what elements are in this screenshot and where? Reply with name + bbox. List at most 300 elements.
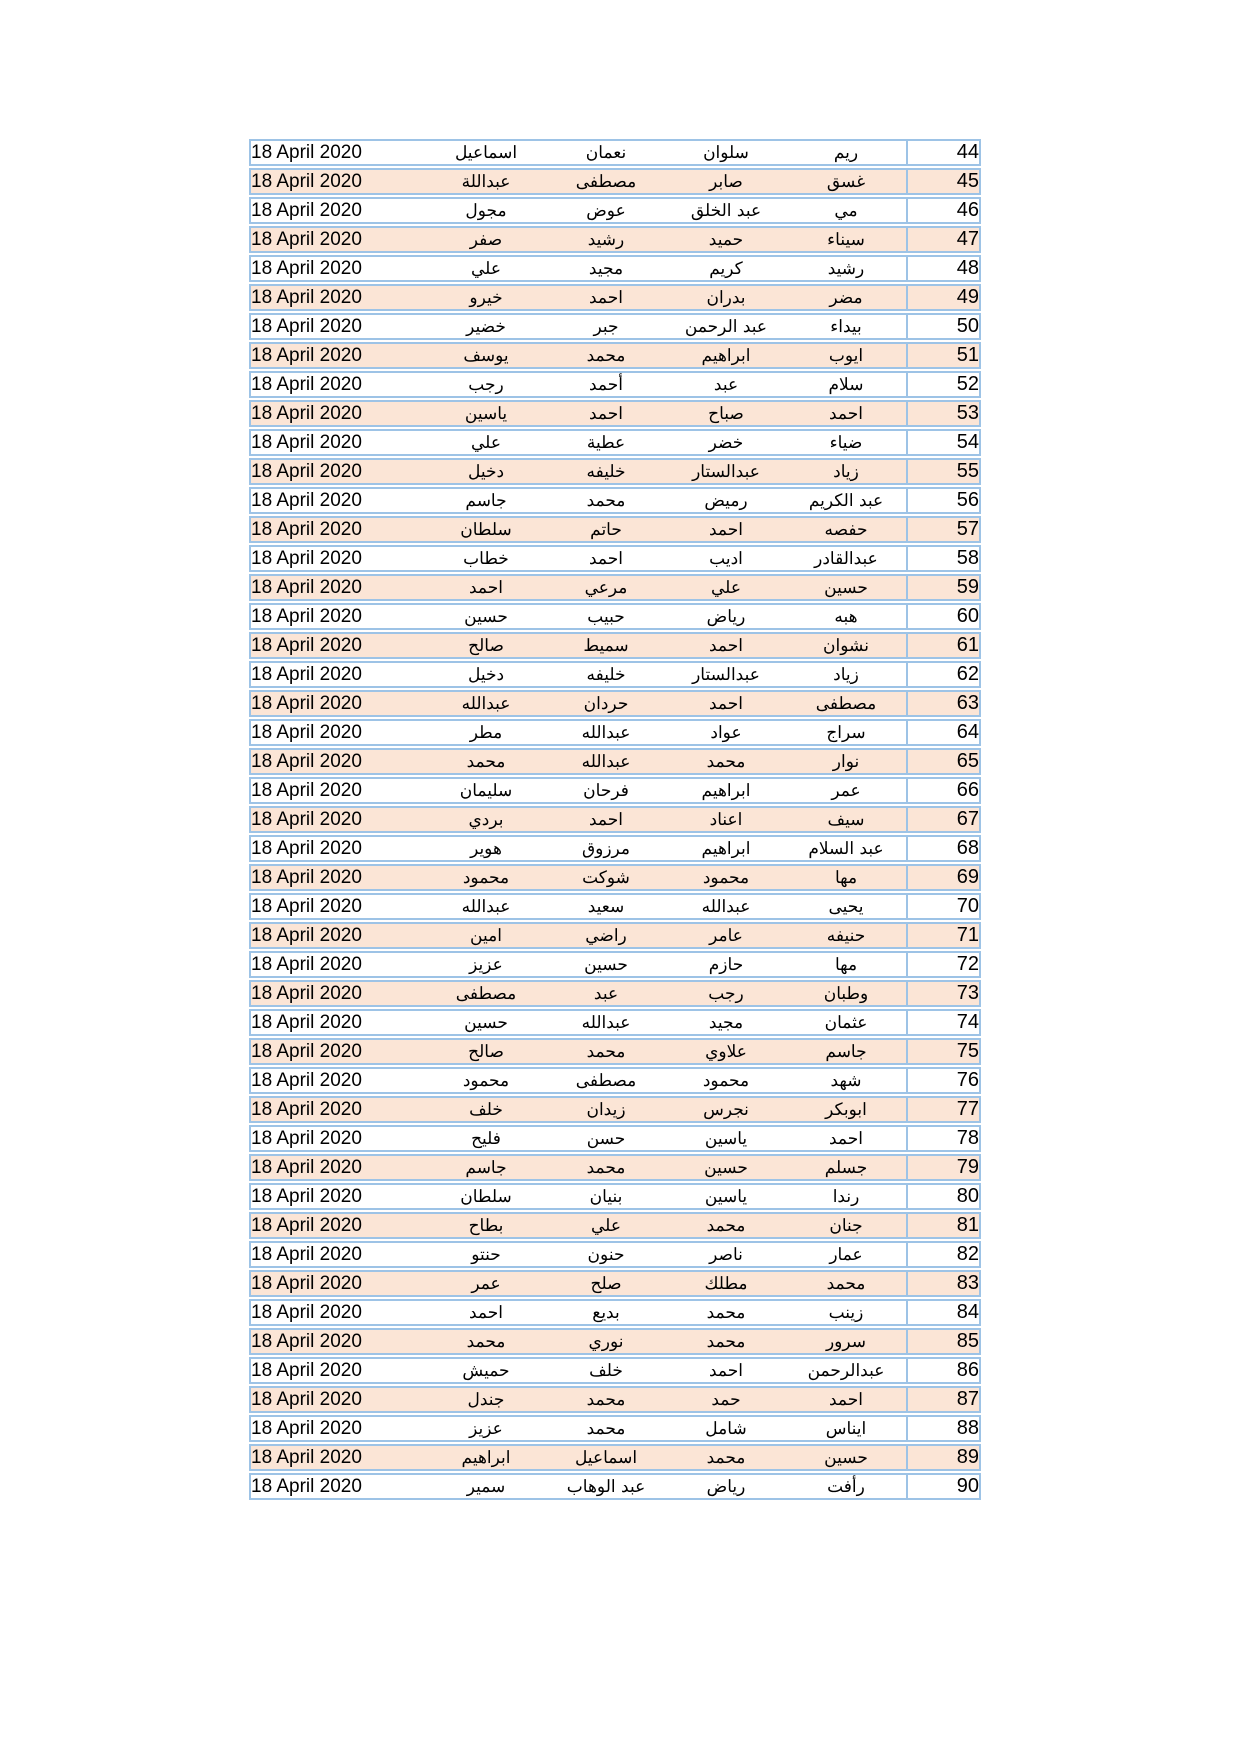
third-name-cell: فرحان [546,777,666,804]
date-cell: 18 April 2020 [249,574,426,601]
date-cell: 18 April 2020 [249,342,426,369]
fourth-name-cell: جاسم [426,1154,546,1181]
table-row [249,835,981,862]
row-number-cell: 58 [906,545,981,572]
table-row [249,1212,981,1239]
fourth-name-cell: مجول [426,197,546,224]
second-name-cell: شامل [666,1415,786,1442]
first-name-cell: هبه [786,603,906,630]
date-cell: 18 April 2020 [249,1473,426,1500]
second-name-cell: ابراهيم [666,342,786,369]
third-name-cell: حبيب [546,603,666,630]
fourth-name-cell: عزيز [426,1415,546,1442]
third-name-cell: مرزوق [546,835,666,862]
fourth-name-cell: سلطان [426,1183,546,1210]
fourth-name-cell: هوير [426,835,546,862]
table-row [249,1096,981,1123]
first-name-cell: حنيفه [786,922,906,949]
table-row [249,1009,981,1036]
fourth-name-cell: فليح [426,1125,546,1152]
third-name-cell: مرعي [546,574,666,601]
first-name-cell: احمد [786,1386,906,1413]
row-number-cell: 71 [906,922,981,949]
row-number-cell: 77 [906,1096,981,1123]
third-name-cell: محمد [546,1415,666,1442]
first-name-cell: سرور [786,1328,906,1355]
second-name-cell: ياسين [666,1183,786,1210]
table-row [249,371,981,398]
fourth-name-cell: سليمان [426,777,546,804]
second-name-cell: عامر [666,922,786,949]
first-name-cell: شهد [786,1067,906,1094]
row-number-cell: 62 [906,661,981,688]
fourth-name-cell: صالح [426,632,546,659]
second-name-cell: محمد [666,1212,786,1239]
third-name-cell: حسن [546,1125,666,1152]
date-cell: 18 April 2020 [249,1386,426,1413]
fourth-name-cell: عمر [426,1270,546,1297]
fourth-name-cell: حميش [426,1357,546,1384]
row-number-cell: 89 [906,1444,981,1471]
date-cell: 18 April 2020 [249,1154,426,1181]
row-number-cell: 86 [906,1357,981,1384]
row-number-cell: 51 [906,342,981,369]
second-name-cell: حسين [666,1154,786,1181]
first-name-cell: نشوان [786,632,906,659]
table-row [249,139,981,166]
row-number-cell: 57 [906,516,981,543]
third-name-cell: نوري [546,1328,666,1355]
row-number-cell: 46 [906,197,981,224]
row-number-cell: 54 [906,429,981,456]
third-name-cell: نعمان [546,139,666,166]
first-name-cell: رندا [786,1183,906,1210]
fourth-name-cell: صالح [426,1038,546,1065]
date-cell: 18 April 2020 [249,255,426,282]
table-row [249,168,981,195]
table-row [249,864,981,891]
row-number-cell: 90 [906,1473,981,1500]
first-name-cell: محمد [786,1270,906,1297]
fourth-name-cell: سمير [426,1473,546,1500]
first-name-cell: ايوب [786,342,906,369]
second-name-cell: احمد [666,1357,786,1384]
date-cell: 18 April 2020 [249,1299,426,1326]
third-name-cell: بديع [546,1299,666,1326]
third-name-cell: عبد الوهاب [546,1473,666,1500]
row-number-cell: 50 [906,313,981,340]
date-cell: 18 April 2020 [249,922,426,949]
table-row [249,197,981,224]
first-name-cell: مها [786,864,906,891]
first-name-cell: احمد [786,1125,906,1152]
date-cell: 18 April 2020 [249,1415,426,1442]
row-number-cell: 81 [906,1212,981,1239]
table-row [249,516,981,543]
third-name-cell: مجيد [546,255,666,282]
fourth-name-cell: عبدالله [426,690,546,717]
second-name-cell: عبد الخلق [666,197,786,224]
third-name-cell: محمد [546,487,666,514]
third-name-cell: عبد [546,980,666,1007]
date-cell: 18 April 2020 [249,632,426,659]
second-name-cell: احمد [666,516,786,543]
second-name-cell: علاوي [666,1038,786,1065]
date-cell: 18 April 2020 [249,1125,426,1152]
second-name-cell: علي [666,574,786,601]
second-name-cell: عواد [666,719,786,746]
fourth-name-cell: عزيز [426,951,546,978]
first-name-cell: ريم [786,139,906,166]
third-name-cell: حردان [546,690,666,717]
fourth-name-cell: احمد [426,574,546,601]
first-name-cell: نوار [786,748,906,775]
third-name-cell: زيدان [546,1096,666,1123]
fourth-name-cell: حسين [426,603,546,630]
second-name-cell: صباح [666,400,786,427]
table-row [249,1270,981,1297]
table-row [249,1038,981,1065]
second-name-cell: بدران [666,284,786,311]
row-number-cell: 87 [906,1386,981,1413]
second-name-cell: محمد [666,748,786,775]
first-name-cell: حفصه [786,516,906,543]
table-row [249,226,981,253]
table-row [249,429,981,456]
row-number-cell: 53 [906,400,981,427]
row-number-cell: 69 [906,864,981,891]
first-name-cell: سلام [786,371,906,398]
first-name-cell: مها [786,951,906,978]
table-row [249,1386,981,1413]
table-row [249,284,981,311]
row-number-cell: 55 [906,458,981,485]
row-number-cell: 67 [906,806,981,833]
second-name-cell: عبد الرحمن [666,313,786,340]
second-name-cell: ناصر [666,1241,786,1268]
fourth-name-cell: ابراهيم [426,1444,546,1471]
first-name-cell: عبدالقادر [786,545,906,572]
date-cell: 18 April 2020 [249,777,426,804]
date-cell: 18 April 2020 [249,197,426,224]
row-number-cell: 84 [906,1299,981,1326]
first-name-cell: جسلم [786,1154,906,1181]
row-number-cell: 75 [906,1038,981,1065]
second-name-cell: محمد [666,1299,786,1326]
fourth-name-cell: دخيل [426,661,546,688]
third-name-cell: محمد [546,342,666,369]
third-name-cell: محمد [546,1386,666,1413]
first-name-cell: جاسم [786,1038,906,1065]
row-number-cell: 61 [906,632,981,659]
third-name-cell: احمد [546,806,666,833]
first-name-cell: رأفت [786,1473,906,1500]
row-number-cell: 45 [906,168,981,195]
table-row [249,458,981,485]
first-name-cell: غسق [786,168,906,195]
date-cell: 18 April 2020 [249,168,426,195]
third-name-cell: خليفه [546,661,666,688]
row-number-cell: 52 [906,371,981,398]
row-number-cell: 76 [906,1067,981,1094]
table-row [249,1241,981,1268]
first-name-cell: مي [786,197,906,224]
table-row [249,1328,981,1355]
second-name-cell: ابراهيم [666,835,786,862]
row-number-cell: 74 [906,1009,981,1036]
table-row [249,255,981,282]
fourth-name-cell: دخيل [426,458,546,485]
second-name-cell: رياض [666,1473,786,1500]
first-name-cell: عمار [786,1241,906,1268]
date-cell: 18 April 2020 [249,951,426,978]
table-row [249,893,981,920]
second-name-cell: عبدالله [666,893,786,920]
date-cell: 18 April 2020 [249,806,426,833]
first-name-cell: مصطفى [786,690,906,717]
fourth-name-cell: حنتو [426,1241,546,1268]
date-cell: 18 April 2020 [249,139,426,166]
third-name-cell: راضي [546,922,666,949]
date-cell: 18 April 2020 [249,226,426,253]
date-cell: 18 April 2020 [249,545,426,572]
first-name-cell: عبدالرحمن [786,1357,906,1384]
table-row [249,690,981,717]
third-name-cell: عبدالله [546,719,666,746]
third-name-cell: محمد [546,1154,666,1181]
row-number-cell: 66 [906,777,981,804]
fourth-name-cell: عبداللة [426,168,546,195]
first-name-cell: ضياء [786,429,906,456]
first-name-cell: عبد السلام [786,835,906,862]
third-name-cell: سعيد [546,893,666,920]
date-cell: 18 April 2020 [249,1212,426,1239]
date-cell: 18 April 2020 [249,371,426,398]
second-name-cell: رجب [666,980,786,1007]
second-name-cell: حمد [666,1386,786,1413]
second-name-cell: حازم [666,951,786,978]
row-number-cell: 78 [906,1125,981,1152]
first-name-cell: وطبان [786,980,906,1007]
first-name-cell: ايناس [786,1415,906,1442]
third-name-cell: عبدالله [546,1009,666,1036]
fourth-name-cell: خضير [426,313,546,340]
fourth-name-cell: عبدالله [426,893,546,920]
first-name-cell: مضر [786,284,906,311]
fourth-name-cell: محمود [426,1067,546,1094]
date-cell: 18 April 2020 [249,1067,426,1094]
third-name-cell: خليفه [546,458,666,485]
date-cell: 18 April 2020 [249,980,426,1007]
second-name-cell: مجيد [666,1009,786,1036]
table-row [249,1183,981,1210]
second-name-cell: حميد [666,226,786,253]
fourth-name-cell: محمد [426,748,546,775]
third-name-cell: احمد [546,284,666,311]
third-name-cell: حاتم [546,516,666,543]
first-name-cell: حسين [786,1444,906,1471]
table-row [249,487,981,514]
first-name-cell: سيف [786,806,906,833]
first-name-cell: احمد [786,400,906,427]
table-row [249,922,981,949]
second-name-cell: عبدالستار [666,661,786,688]
table-row [249,777,981,804]
table-row [249,1067,981,1094]
third-name-cell: احمد [546,545,666,572]
row-number-cell: 68 [906,835,981,862]
second-name-cell: عبد [666,371,786,398]
table-row [249,1125,981,1152]
row-number-cell: 49 [906,284,981,311]
fourth-name-cell: جندل [426,1386,546,1413]
row-number-cell: 72 [906,951,981,978]
second-name-cell: رميض [666,487,786,514]
first-name-cell: بيداء [786,313,906,340]
date-cell: 18 April 2020 [249,1096,426,1123]
fourth-name-cell: محمود [426,864,546,891]
date-cell: 18 April 2020 [249,1328,426,1355]
row-number-cell: 88 [906,1415,981,1442]
date-cell: 18 April 2020 [249,1038,426,1065]
table-row [249,951,981,978]
table-row [249,806,981,833]
second-name-cell: ابراهيم [666,777,786,804]
table-row [249,1415,981,1442]
date-cell: 18 April 2020 [249,313,426,340]
date-cell: 18 April 2020 [249,487,426,514]
third-name-cell: صلح [546,1270,666,1297]
row-number-cell: 60 [906,603,981,630]
row-number-cell: 73 [906,980,981,1007]
fourth-name-cell: خطاب [426,545,546,572]
row-number-cell: 47 [906,226,981,253]
fourth-name-cell: صفر [426,226,546,253]
second-name-cell: محمود [666,864,786,891]
second-name-cell: ياسين [666,1125,786,1152]
row-number-cell: 64 [906,719,981,746]
third-name-cell: حنون [546,1241,666,1268]
row-number-cell: 59 [906,574,981,601]
fourth-name-cell: امين [426,922,546,949]
third-name-cell: محمد [546,1038,666,1065]
row-number-cell: 65 [906,748,981,775]
table-row [249,980,981,1007]
fourth-name-cell: خيرو [426,284,546,311]
second-name-cell: رياض [666,603,786,630]
third-name-cell: علي [546,1212,666,1239]
third-name-cell: عطية [546,429,666,456]
third-name-cell: احمد [546,400,666,427]
date-cell: 18 April 2020 [249,1270,426,1297]
row-number-cell: 85 [906,1328,981,1355]
table-row [249,748,981,775]
first-name-cell: ابوبكر [786,1096,906,1123]
table-row [249,342,981,369]
row-number-cell: 56 [906,487,981,514]
row-number-cell: 83 [906,1270,981,1297]
date-cell: 18 April 2020 [249,690,426,717]
date-cell: 18 April 2020 [249,1444,426,1471]
row-number-cell: 48 [906,255,981,282]
third-name-cell: عبدالله [546,748,666,775]
third-name-cell: شوكت [546,864,666,891]
second-name-cell: سلوان [666,139,786,166]
date-cell: 18 April 2020 [249,893,426,920]
table-row [249,400,981,427]
second-name-cell: عبدالستار [666,458,786,485]
fourth-name-cell: سلطان [426,516,546,543]
date-cell: 18 April 2020 [249,661,426,688]
second-name-cell: كريم [666,255,786,282]
second-name-cell: نجرس [666,1096,786,1123]
second-name-cell: احمد [666,690,786,717]
row-number-cell: 44 [906,139,981,166]
fourth-name-cell: مصطفى [426,980,546,1007]
table-row [249,632,981,659]
second-name-cell: محمود [666,1067,786,1094]
fourth-name-cell: يوسف [426,342,546,369]
third-name-cell: مصطفى [546,168,666,195]
row-number-cell: 80 [906,1183,981,1210]
first-name-cell: رشيد [786,255,906,282]
records-table-body [249,139,981,1500]
table-row [249,1357,981,1384]
row-number-cell: 63 [906,690,981,717]
fourth-name-cell: علي [426,255,546,282]
first-name-cell: عمر [786,777,906,804]
date-cell: 18 April 2020 [249,1241,426,1268]
table-row [249,313,981,340]
date-cell: 18 April 2020 [249,1009,426,1036]
third-name-cell: عوض [546,197,666,224]
table-row [249,719,981,746]
table-row [249,574,981,601]
third-name-cell: مصطفى [546,1067,666,1094]
first-name-cell: عثمان [786,1009,906,1036]
first-name-cell: عبد الكريم [786,487,906,514]
fourth-name-cell: احمد [426,1299,546,1326]
third-name-cell: اسماعيل [546,1444,666,1471]
third-name-cell: سميط [546,632,666,659]
third-name-cell: حسين [546,951,666,978]
table-row [249,1154,981,1181]
fourth-name-cell: حسين [426,1009,546,1036]
date-cell: 18 April 2020 [249,429,426,456]
date-cell: 18 April 2020 [249,516,426,543]
date-cell: 18 April 2020 [249,1357,426,1384]
third-name-cell: أحمد [546,371,666,398]
fourth-name-cell: خلف [426,1096,546,1123]
first-name-cell: جنان [786,1212,906,1239]
row-number-cell: 79 [906,1154,981,1181]
table-row [249,545,981,572]
table-row [249,603,981,630]
third-name-cell: خلف [546,1357,666,1384]
second-name-cell: مطلك [666,1270,786,1297]
date-cell: 18 April 2020 [249,400,426,427]
first-name-cell: زياد [786,661,906,688]
third-name-cell: جبر [546,313,666,340]
first-name-cell: حسين [786,574,906,601]
first-name-cell: زياد [786,458,906,485]
date-cell: 18 April 2020 [249,719,426,746]
second-name-cell: صابر [666,168,786,195]
second-name-cell: خضر [666,429,786,456]
date-cell: 18 April 2020 [249,1183,426,1210]
first-name-cell: سراج [786,719,906,746]
date-cell: 18 April 2020 [249,284,426,311]
